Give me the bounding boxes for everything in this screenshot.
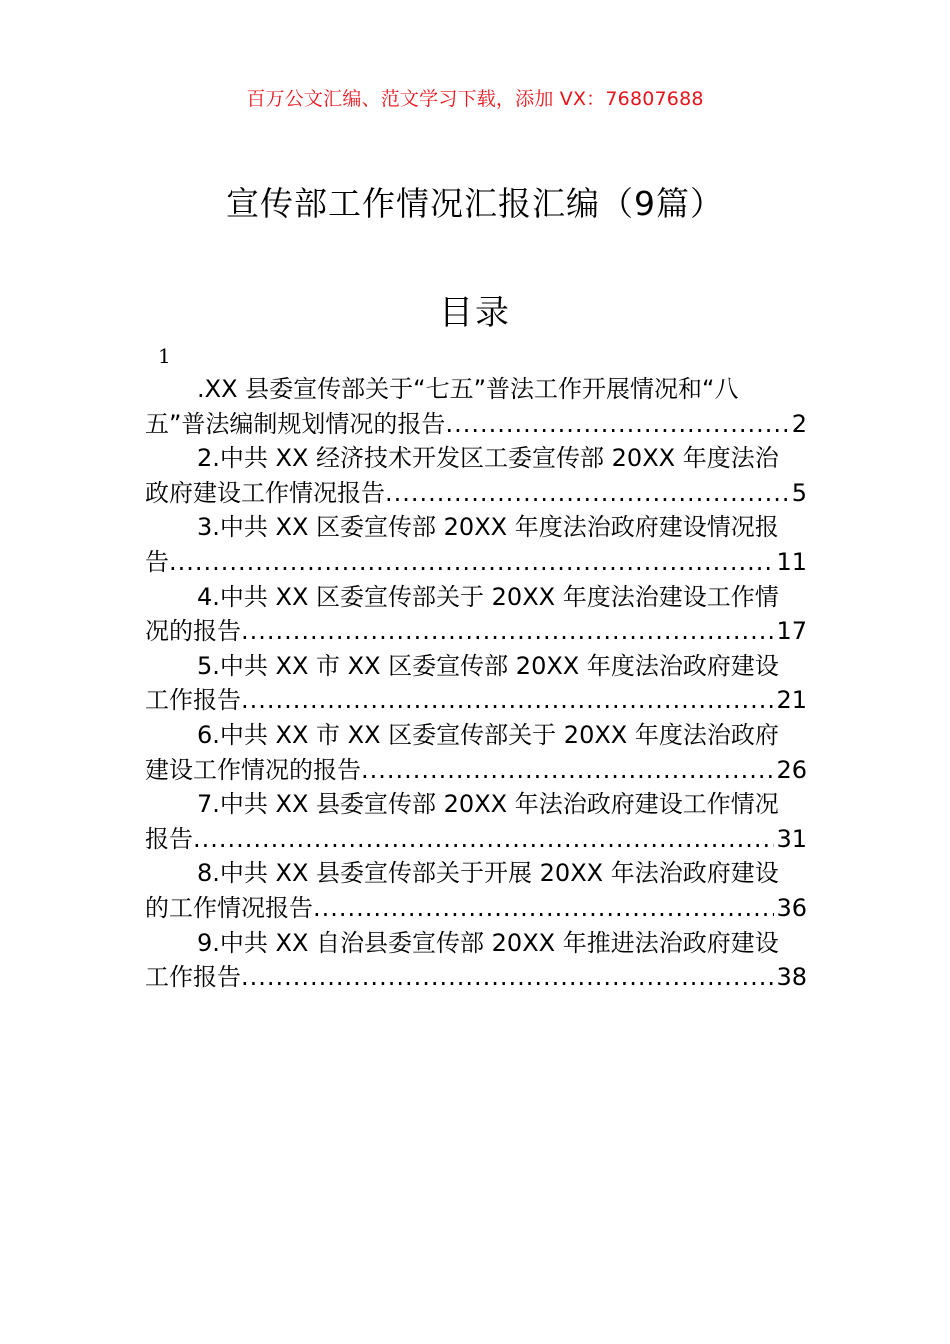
toc-entry-text-cont: 的工作情况报告 — [145, 893, 313, 922]
toc-entry-5[interactable] — [145, 649, 807, 718]
toc-entry-text-cont: 报告 — [145, 824, 193, 853]
toc-entry-text-cont: 告 — [145, 547, 169, 576]
toc-entry-6[interactable] — [145, 718, 807, 787]
toc-entry-text: 5.中共 XX 市 XX 区委宣传部 20XX 年度法治政府建设 — [197, 651, 779, 680]
toc-entry-2[interactable] — [145, 441, 807, 510]
dot-leader — [241, 683, 774, 718]
dot-leader — [385, 476, 790, 511]
toc-entry-text: .XX 县委宣传部关于“七五”普法工作开展情况和“八 — [197, 375, 739, 403]
toc-page-number: 2 — [791, 409, 807, 438]
toc-page-number: 38 — [776, 963, 807, 992]
toc-entry-4[interactable] — [145, 580, 807, 649]
toc-entry-text: 9.中共 XX 自治县委宣传部 20XX 年推进法治政府建设 — [197, 928, 779, 957]
toc-entry-text-cont: 况的报告 — [145, 617, 241, 646]
dot-leader — [241, 614, 774, 649]
toc-entry-text: 8.中共 XX 县委宣传部关于开展 20XX 年法治政府建设 — [197, 859, 779, 888]
toc-entry-text-cont: 五”普法编制规划情况的报告 — [145, 409, 446, 438]
toc-entry-text: 3.中共 XX 区委宣传部 20XX 年度法治政府建设情况报 — [197, 513, 779, 542]
toc-page-number: 21 — [776, 686, 807, 715]
dot-leader — [313, 891, 774, 926]
dot-leader — [361, 753, 774, 788]
toc-page-number: 26 — [776, 755, 807, 784]
table-of-contents — [145, 372, 807, 995]
header-banner: 百万公文汇编、范文学习下载，添加 VX：76807688 — [246, 88, 704, 110]
toc-entry-text: 4.中共 XX 区委宣传部关于 20XX 年度法治建设工作情 — [197, 582, 779, 611]
toc-entry-9[interactable] — [145, 926, 807, 995]
toc-page-number: 36 — [776, 893, 807, 922]
toc-entry-text: 7.中共 XX 县委宣传部 20XX 年法治政府建设工作情况 — [197, 790, 779, 819]
toc-page-number: 31 — [776, 824, 807, 853]
toc-entry-1[interactable] — [145, 372, 807, 441]
document-title: 宣传部工作情况汇报汇编（9篇） — [226, 184, 724, 223]
toc-lead-number: 1 — [158, 344, 171, 368]
toc-entry-text-cont: 工作报告 — [145, 963, 241, 992]
dot-leader — [445, 407, 789, 442]
toc-entry-text-cont: 工作报告 — [145, 686, 241, 715]
dot-leader — [169, 545, 774, 580]
toc-entry-8[interactable] — [145, 856, 807, 925]
toc-entry-text: 2.中共 XX 经济技术开发区工委宣传部 20XX 年度法治 — [197, 444, 779, 473]
dot-leader — [193, 822, 774, 857]
toc-entry-text-cont: 政府建设工作情况报告 — [145, 478, 385, 507]
toc-page-number: 17 — [776, 617, 807, 646]
toc-page-number: 5 — [791, 478, 807, 507]
toc-entry-text: 6.中共 XX 市 XX 区委宣传部关于 20XX 年度法治政府 — [197, 720, 779, 749]
toc-heading: 目录 — [439, 293, 511, 333]
toc-entry-7[interactable] — [145, 787, 807, 856]
toc-entry-text-cont: 建设工作情况的报告 — [145, 755, 361, 784]
toc-page-number: 11 — [776, 547, 807, 576]
toc-entry-3[interactable] — [145, 510, 807, 579]
dot-leader — [241, 960, 774, 995]
